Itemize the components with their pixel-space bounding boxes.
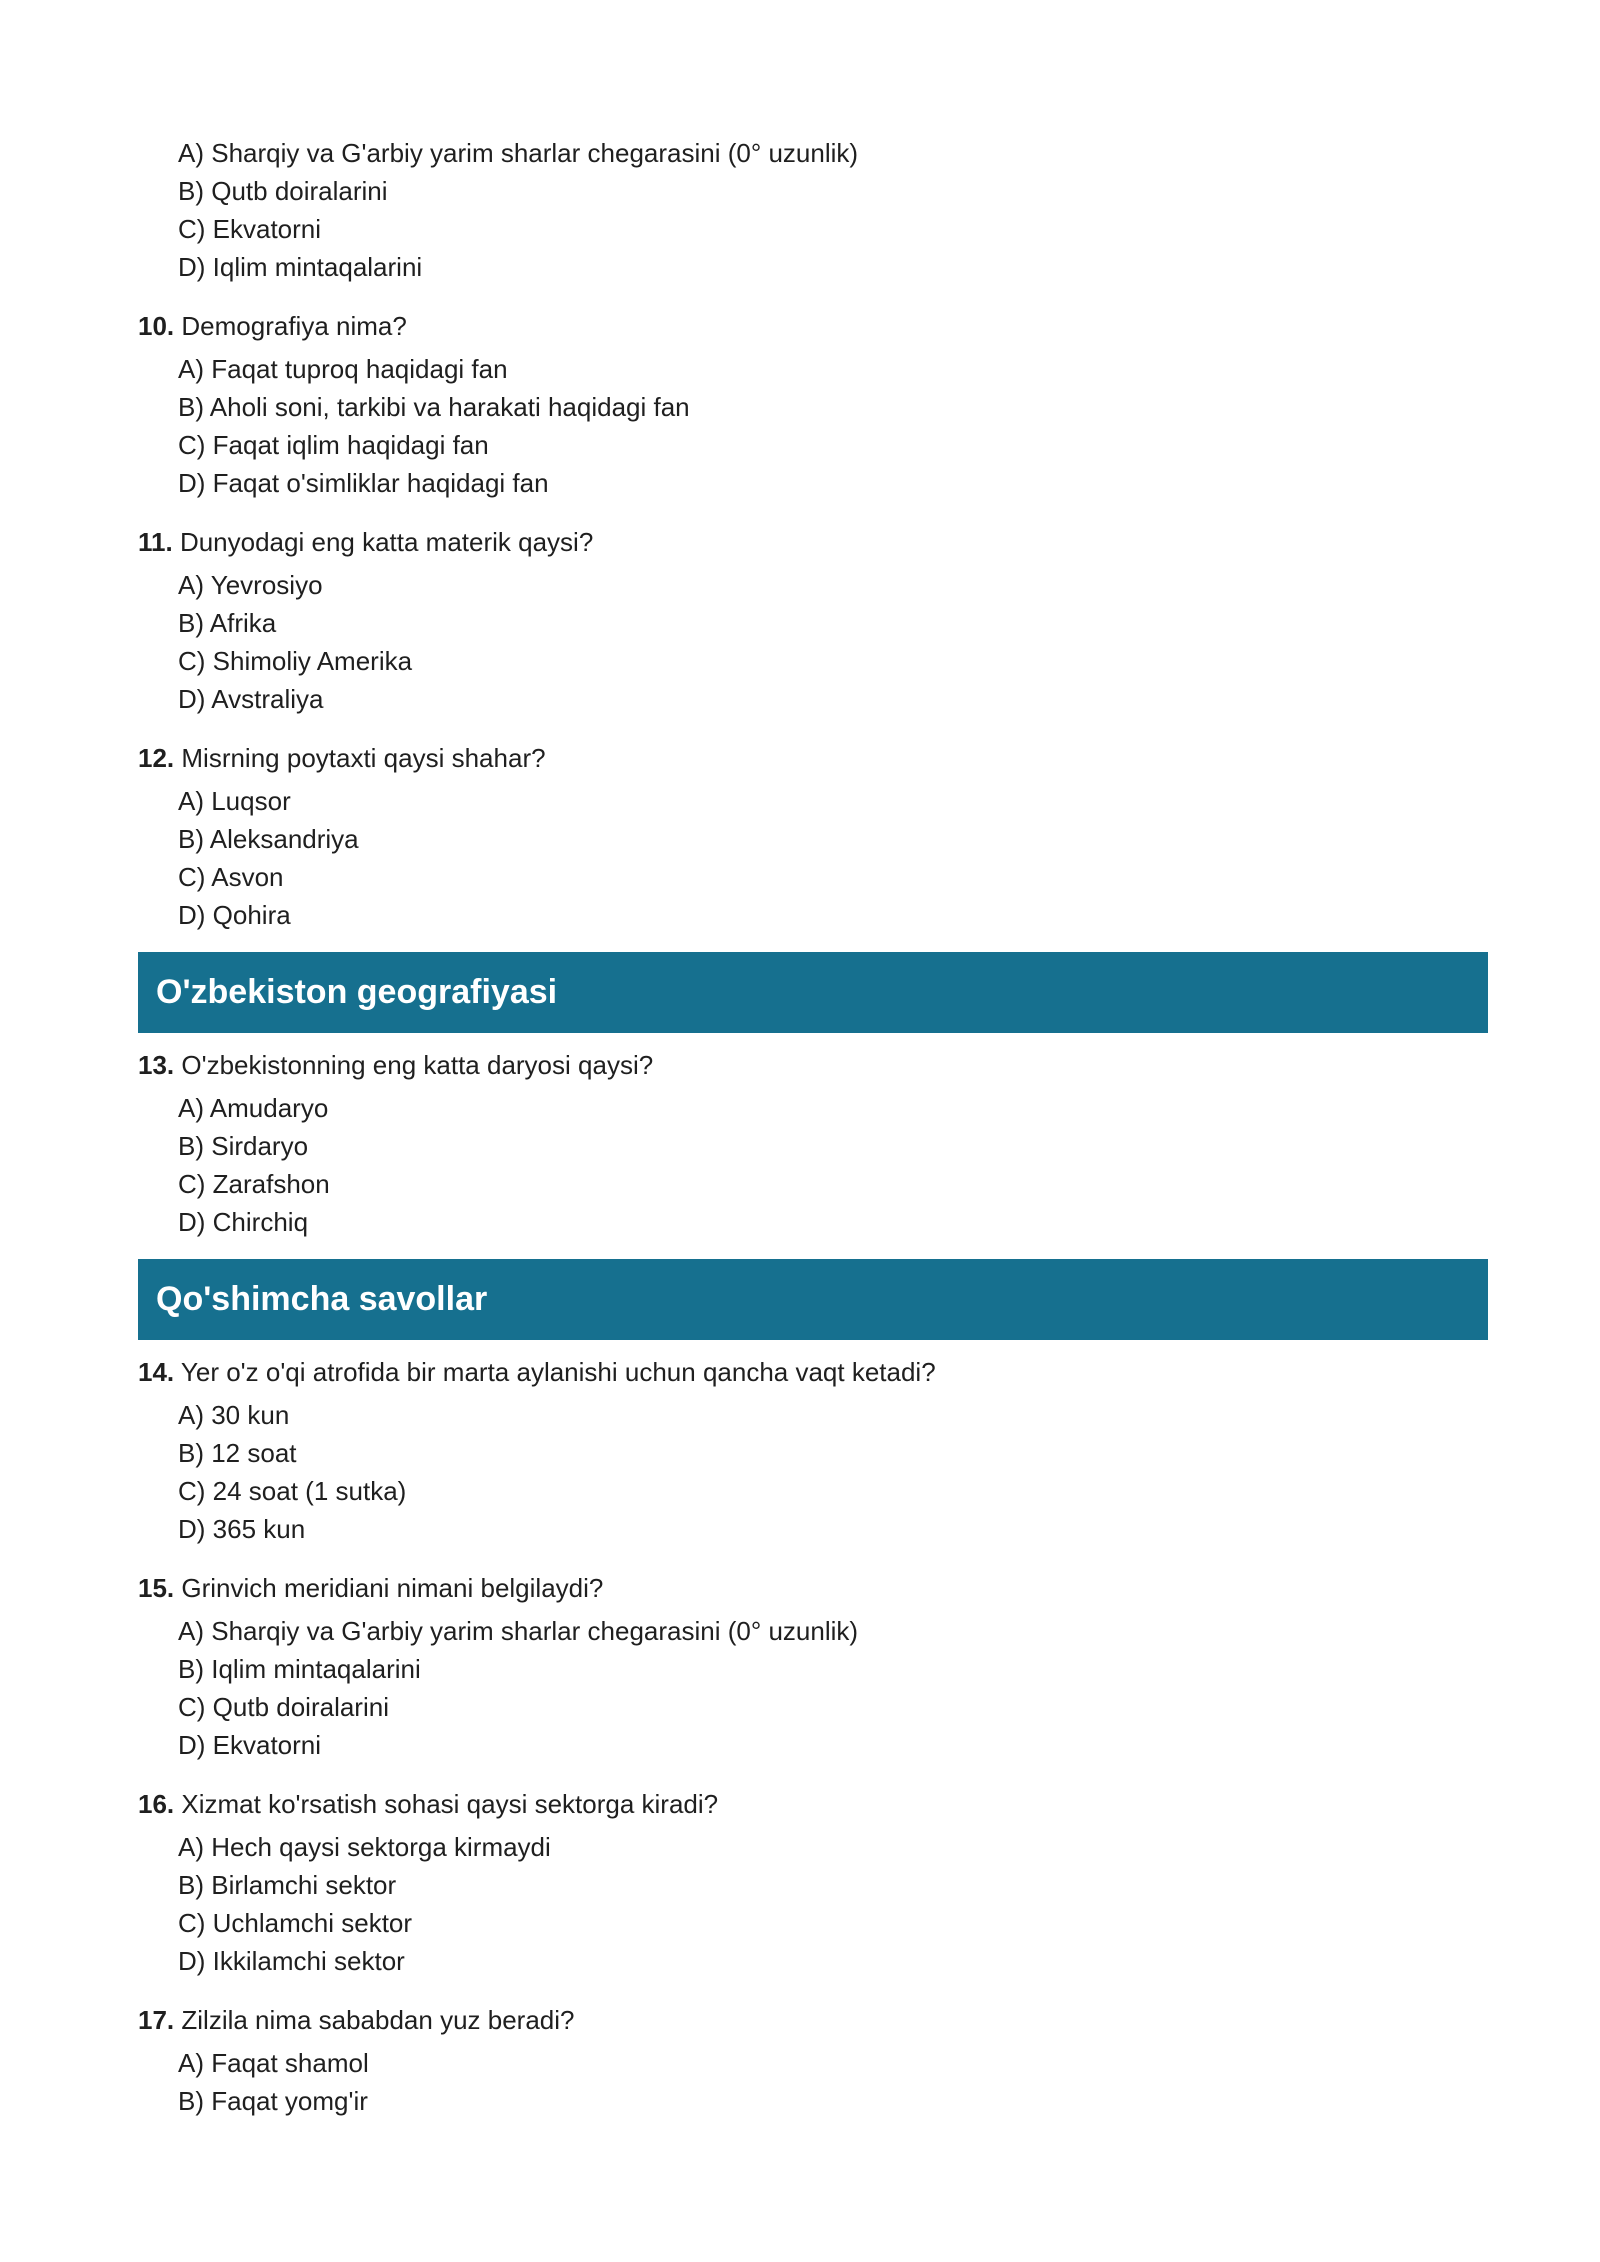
- question-prompt: O'zbekistonning eng katta daryosi qaysi?: [174, 1050, 654, 1080]
- question-prompt: Demografiya nima?: [174, 311, 407, 341]
- options-list: [138, 782, 1488, 934]
- question-text: [138, 1786, 1488, 1822]
- answer-option: C) Zarafshon: [178, 1169, 330, 1199]
- question-block: [138, 1047, 1488, 1241]
- answer-option: A) Sharqiy va G'arbiy yarim sharlar chegarasini (0° uzunlik): [178, 138, 859, 168]
- question-block: [138, 1570, 1488, 1764]
- answer-option: B) Qutb doiralarini: [178, 176, 388, 206]
- question-block: [138, 524, 1488, 718]
- answer-option: A) Amudaryo: [178, 1093, 329, 1123]
- answer-option: B) Birlamchi sektor: [178, 1870, 397, 1900]
- question-prompt: Misrning poytaxti qaysi shahar?: [174, 743, 546, 773]
- section-header: O'zbekiston geografiyasi: [138, 952, 1488, 1033]
- answer-option: A) Faqat tuproq haqidagi fan: [178, 354, 508, 384]
- answer-option: B) Afrika: [178, 608, 277, 638]
- page-content: [138, 134, 1488, 2142]
- answer-option: C) 24 soat (1 sutka): [178, 1476, 407, 1506]
- answer-option: D) Qohira: [178, 900, 291, 930]
- answer-option: B) Aholi soni, tarkibi va harakati haqidagi fan: [178, 392, 690, 422]
- answer-option: B) 12 soat: [178, 1438, 297, 1468]
- answer-option: C) Asvon: [178, 862, 284, 892]
- options-list: [138, 1612, 1488, 1764]
- options-list: [138, 1828, 1488, 1980]
- question-text: [138, 2002, 1488, 2038]
- question-number: 15.: [138, 1573, 175, 1603]
- question-text: [138, 1354, 1488, 1390]
- section-header: Qo'shimcha savollar: [138, 1259, 1488, 1340]
- answer-option: D) 365 kun: [178, 1514, 306, 1544]
- question-number: 11.: [138, 527, 173, 557]
- question-blocks: [138, 308, 1488, 2120]
- question-block: [138, 308, 1488, 502]
- options-list: [138, 2044, 1488, 2120]
- question-text: [138, 524, 1488, 560]
- question-number: 10.: [138, 311, 175, 341]
- question-number: 14.: [138, 1357, 175, 1387]
- answer-option: C) Uchlamchi sektor: [178, 1908, 413, 1938]
- answer-option: B) Iqlim mintaqalarini: [178, 1654, 421, 1684]
- question-block: [138, 2002, 1488, 2120]
- options-list: [138, 1396, 1488, 1548]
- question-number: 12.: [138, 743, 175, 773]
- answer-option: D) Iqlim mintaqalarini: [178, 252, 423, 282]
- options-list: [138, 1089, 1488, 1241]
- question-text: [138, 740, 1488, 776]
- answer-option: A) 30 kun: [178, 1400, 290, 1430]
- question-block: [138, 1786, 1488, 1980]
- options-list: [138, 566, 1488, 718]
- answer-option: C) Shimoliy Amerika: [178, 646, 413, 676]
- question-text: [138, 1047, 1488, 1083]
- question-prompt: Xizmat ko'rsatish sohasi qaysi sektorga kiradi?: [174, 1789, 719, 1819]
- answer-option: A) Faqat shamol: [178, 2048, 369, 2078]
- answer-option: A) Hech qaysi sektorga kirmaydi: [178, 1832, 551, 1862]
- question-prompt: Grinvich meridiani nimani belgilaydi?: [174, 1573, 604, 1603]
- question-block: [138, 740, 1488, 934]
- answer-option: B) Sirdaryo: [178, 1131, 309, 1161]
- question-number: 16.: [138, 1789, 175, 1819]
- answer-option: C) Qutb doiralarini: [178, 1692, 389, 1722]
- answer-option: D) Faqat o'simliklar haqidagi fan: [178, 468, 549, 498]
- question-prompt: Dunyodagi eng katta materik qaysi?: [172, 527, 594, 557]
- answer-option: D) Avstraliya: [178, 684, 324, 714]
- answer-option: A) Yevrosiyo: [178, 570, 323, 600]
- answer-option: C) Ekvatorni: [178, 214, 322, 244]
- question-number: 17.: [138, 2005, 175, 2035]
- question-text: [138, 308, 1488, 344]
- answer-option: B) Faqat yomg'ir: [178, 2086, 368, 2116]
- answer-option: A) Luqsor: [178, 786, 291, 816]
- question-prompt: Yer o'z o'qi atrofida bir marta aylanishi uchun qancha vaqt ketadi?: [174, 1357, 936, 1387]
- question-block: [138, 1354, 1488, 1548]
- answer-option: D) Chirchiq: [178, 1207, 309, 1237]
- question-text: [138, 1570, 1488, 1606]
- answer-option: C) Faqat iqlim haqidagi fan: [178, 430, 489, 460]
- continued-question: [138, 134, 1488, 286]
- answer-option: D) Ikkilamchi sektor: [178, 1946, 405, 1976]
- question-prompt: Zilzila nima sababdan yuz beradi?: [174, 2005, 575, 2035]
- answer-option: D) Ekvatorni: [178, 1730, 322, 1760]
- question-number: 13.: [138, 1050, 175, 1080]
- answer-option: A) Sharqiy va G'arbiy yarim sharlar chegarasini (0° uzunlik): [178, 1616, 859, 1646]
- answer-option: B) Aleksandriya: [178, 824, 359, 854]
- options-list: [138, 350, 1488, 502]
- options-list: [138, 134, 1488, 286]
